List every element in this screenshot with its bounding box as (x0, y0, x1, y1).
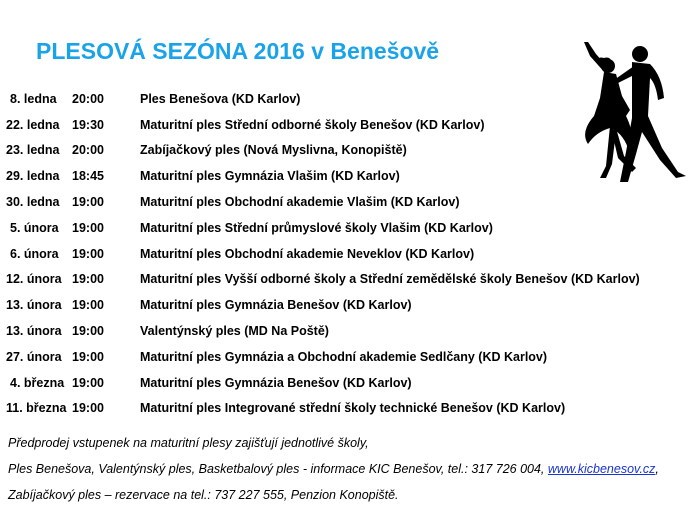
event-date: 4. března (10, 375, 65, 390)
event-time: 20:00 (72, 91, 104, 106)
reservation-note: Zabíjačkový ples – rezervace na tel.: 737 227 555, Penzion Konopiště. (8, 488, 399, 502)
info-note (8, 462, 659, 476)
event-name: Maturitní ples Gymnázia Benešov (KD Karlov) (140, 298, 412, 313)
event-time: 19:00 (72, 349, 104, 364)
event-date: 29. ledna (6, 169, 60, 184)
list-item (6, 241, 640, 267)
event-time: 19:00 (72, 246, 104, 261)
event-time: 19:00 (72, 220, 104, 235)
event-date: 13. února (6, 324, 62, 339)
event-name: Maturitní ples Integrované střední školy technické Benešov (KD Karlov) (140, 401, 566, 416)
event-time: 19:00 (72, 324, 104, 339)
event-name: Zabíjačkový ples (Nová Myslivna, Konopiště) (140, 143, 407, 158)
list-item (6, 396, 640, 422)
event-name: Maturitní ples Střední průmyslové školy Vlašim (KD Karlov) (140, 220, 493, 235)
event-date: 12. února (6, 272, 62, 287)
event-time: 19:00 (72, 195, 104, 210)
event-date: 5. února (10, 220, 59, 235)
event-time: 19:00 (72, 401, 104, 416)
event-name: Maturitní ples Obchodní akademie Neveklov (KD Karlov) (140, 246, 475, 261)
event-date: 22. ledna (6, 117, 60, 132)
event-time: 19:00 (72, 298, 104, 313)
event-date: 6. února (10, 246, 59, 261)
event-date: 23. ledna (6, 143, 60, 158)
event-date: 11. března (6, 401, 67, 416)
event-name: Maturitní ples Obchodní akademie Vlašim (KD Karlov) (140, 195, 460, 210)
list-item (6, 138, 640, 164)
event-time: 19:30 (72, 117, 104, 132)
event-date: 8. ledna (10, 91, 57, 106)
info-text: Ples Benešova, Valentýnský ples, Basketbalový ples - informace KIC Benešov, tel.: 317 726 004, (8, 462, 548, 476)
list-item (6, 215, 640, 241)
list-item (6, 370, 640, 396)
list-item (6, 267, 640, 293)
event-name: Valentýnský ples (MD Na Poště) (140, 324, 329, 339)
event-time: 19:00 (72, 375, 104, 390)
info-end: , (655, 462, 659, 476)
event-date: 13. února (6, 298, 62, 313)
event-time: 19:00 (72, 272, 104, 287)
event-name: Maturitní ples Gymnázia Benešov (KD Karlov) (140, 375, 412, 390)
list-item (6, 292, 640, 318)
event-date: 27. února (6, 349, 62, 364)
event-name: Maturitní ples Gymnázia a Obchodní akademie Sedlčany (KD Karlov) (140, 349, 548, 364)
event-list (6, 86, 640, 421)
event-date: 30. ledna (6, 195, 60, 210)
event-name: Maturitní ples Gymnázia Vlašim (KD Karlov) (140, 169, 400, 184)
list-item (6, 86, 640, 112)
event-name: Ples Benešova (KD Karlov) (140, 91, 301, 106)
list-item (6, 112, 640, 138)
list-item (6, 189, 640, 215)
page-title: PLESOVÁ SEZÓNA 2016 v Benešově (36, 38, 440, 64)
presale-note: Předprodej vstupenek na maturitní plesy zajišťují jednotlivé školy, (8, 436, 369, 450)
kic-website-link[interactable]: www.kicbenesov.cz (547, 462, 656, 476)
list-item (6, 163, 640, 189)
event-name: Maturitní ples Vyšší odborné školy a Střední zemědělské školy Benešov (KD Karlov) (140, 272, 640, 287)
list-item (6, 344, 640, 370)
event-time: 20:00 (72, 143, 104, 158)
list-item (6, 318, 640, 344)
event-time: 18:45 (72, 169, 104, 184)
event-name: Maturitní ples Střední odborné školy Benešov (KD Karlov) (140, 117, 485, 132)
